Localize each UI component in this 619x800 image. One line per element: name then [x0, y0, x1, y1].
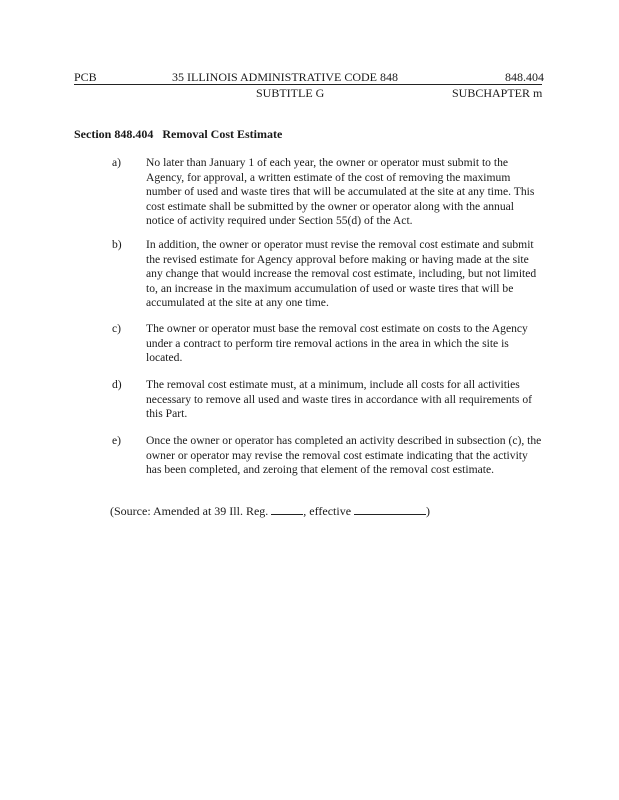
paragraph-text: The removal cost estimate must, at a minimum, include all costs for all activities necessary to remove all used and waste tires in accordance with all requirements of this Part.: [146, 378, 532, 420]
paragraph-label: c): [112, 322, 122, 335]
header-rule: [74, 84, 542, 85]
section-heading: [74, 127, 282, 142]
effective-date-blank: [354, 504, 426, 515]
paragraph-text: No later than January 1 of each year, the owner or operator must submit to the Agency, for approval, a written estimate of the cost of removing the maximum number of used and waste tires that will be accumulated at the site at any time. This cost estimate shall be submitted by the owner or operator along with the annual notice of activity required under Section 55(d) of the Act.: [146, 156, 535, 227]
source-suffix: ): [426, 504, 431, 518]
header-subchapter: SUBCHAPTER m: [452, 86, 543, 100]
header-section-ref: 848.404: [505, 70, 544, 84]
source-note: [110, 504, 430, 519]
paragraph-label: e): [112, 434, 122, 447]
paragraph-label: b): [112, 238, 122, 251]
header-code: 35 ILLINOIS ADMINISTRATIVE CODE 848: [172, 70, 398, 84]
paragraph-text: In addition, the owner or operator must revise the removal cost estimate and submit the revised estimate for Agency approval before making or having made at the site any change that would increase the removal cost estimate, including, but not limited to, an increase in the maximum accumulation of used or waste tires that will be accumulated at the site at any one time.: [146, 238, 537, 309]
paragraph-text: Once the owner or operator has completed an activity described in subsection (c), the owner or operator may revise the removal cost estimate indicating that the activity has been completed, and zeroing that element of the removal cost estimate.: [146, 434, 542, 476]
source-prefix: (Source: Amended at 39 Ill. Reg.: [110, 504, 269, 518]
section-title: Removal Cost Estimate: [162, 127, 283, 141]
register-blank: [271, 504, 303, 515]
paragraph-text: The owner or operator must base the removal cost estimate on costs to the Agency under a contract to perform tire removal actions in the area in which the site is located.: [146, 322, 528, 364]
source-middle: , effective: [303, 504, 352, 518]
header-agency: PCB: [74, 70, 97, 84]
section-number: Section 848.404: [74, 127, 154, 141]
paragraph-label: d): [112, 378, 122, 391]
header-subtitle: SUBTITLE G: [256, 86, 325, 100]
paragraph-label: a): [112, 156, 122, 169]
